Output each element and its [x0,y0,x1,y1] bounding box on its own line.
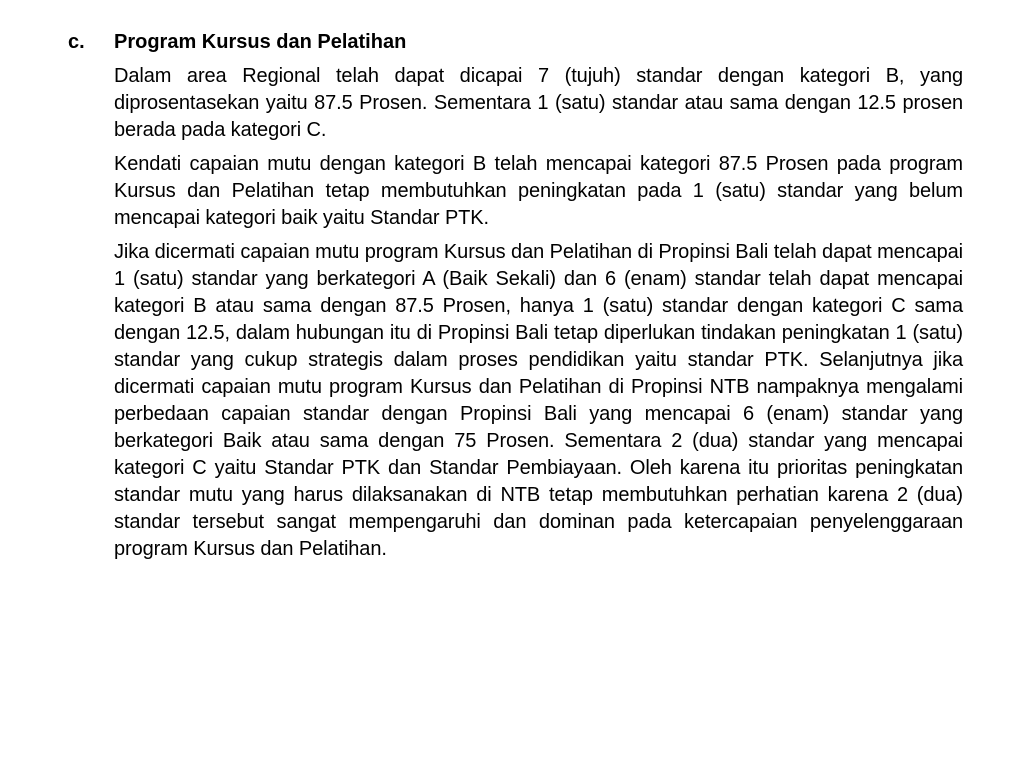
section-title: Program Kursus dan Pelatihan [114,31,407,53]
paragraph-quality-improvement: Kendati capaian mutu dengan kategori B telah mencapai kategori 87.5 Prosen pada program Kursus dan Pelatihan tetap membutuhkan peningkatan pada 1 (satu) standar yang belum mencapai kategori baik yaitu Standar PTK. [114,153,963,229]
paragraph-regional: Dalam area Regional telah dapat dicapai 7 (tujuh) standar dengan kategori B, yang diprosentasekan yaitu 87.5 Prosen. Sementara 1 (satu) standar atau sama dengan 12.5 prosen berada pada kategori C. [114,65,963,141]
section-heading [68,29,963,56]
section-body [114,63,963,570]
paragraph-province-comparison: Jika dicermati capaian mutu program Kursus dan Pelatihan di Propinsi Bali telah dapat mencapai 1 (satu) standar yang berkategori A (Baik Sekali) dan 6 (enam) standar telah dapat mencapai kategori B atau sama dengan 87.5 Prosen, hanya 1 (satu) standar dengan kategori C sama dengan 12.5, dalam hubungan itu di Propinsi Bali tetap diperlukan tindakan peningkatan 1 (satu) standar yang cukup strategis dalam proses pendidikan yaitu standar PTK. Selanjutnya jika dicermati capaian mutu program Kursus dan Pelatihan di Propinsi NTB nampaknya mengalami perbedaan capaian standar dengan Propinsi Bali yang mencapai 6 (enam) standar yang berkategori Baik atau sama dengan 75 Prosen. Sementara 2 (dua) standar yang mencapai kategori C yaitu Standar PTK dan Standar Pembiayaan. Oleh karena itu prioritas peningkatan standar mutu yang harus dilaksanakan di NTB tetap membutuhkan perhatian karena 2 (dua) standar tersebut sangat mempengaruhi dan dominan pada ketercapaian penyelenggaraan program Kursus dan Pelatihan. [114,241,963,560]
section-marker: c. [68,31,85,53]
